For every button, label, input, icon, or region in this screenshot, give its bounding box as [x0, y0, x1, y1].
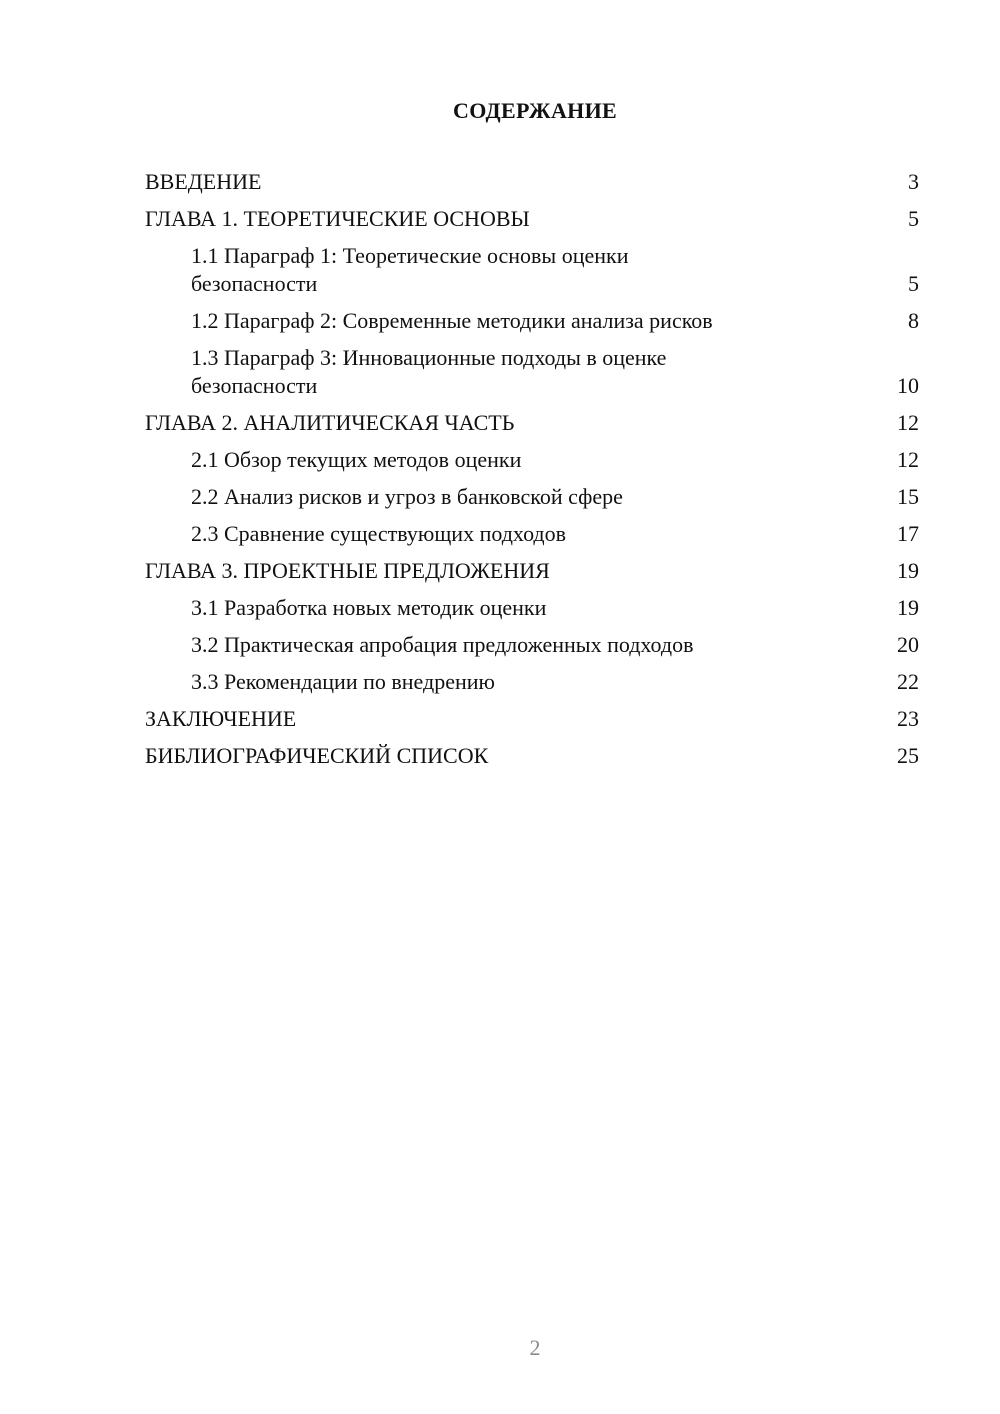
toc-entry-text: 1.2 Параграф 2: Современные методики анализа рисков	[191, 308, 713, 333]
toc-entry-text: 3.1 Разработка новых методик оценки	[191, 595, 547, 620]
toc-entry-page: 15	[897, 484, 919, 509]
toc-entry-text: 3.2 Практическая апробация предложенных подходов	[191, 632, 694, 657]
toc-entry-section-1-2[interactable]	[145, 307, 919, 335]
toc-entry-section-2-2[interactable]	[145, 483, 919, 511]
toc-entry-page: 19	[897, 595, 919, 620]
toc-entry-page: 5	[908, 271, 919, 296]
toc-entry-page: 5	[908, 206, 919, 231]
toc-entry-page: 8	[908, 308, 919, 333]
page-number: 2	[529, 1335, 541, 1360]
toc-entry-page: 23	[897, 706, 919, 731]
toc-entry-page: 19	[897, 558, 919, 583]
table-of-contents	[145, 168, 919, 779]
toc-entry-bibliography[interactable]	[145, 742, 919, 770]
toc-entry-chapter-3[interactable]	[145, 557, 919, 585]
toc-entry-section-3-1[interactable]	[145, 594, 919, 622]
toc-entry-page: 17	[897, 521, 919, 546]
toc-entry-page: 10	[897, 373, 919, 398]
toc-entry-page: 22	[897, 669, 919, 694]
toc-entry-section-1-1[interactable]	[145, 242, 919, 298]
toc-entry-chapter-1[interactable]	[145, 205, 919, 233]
toc-entry-page: 20	[897, 632, 919, 657]
toc-entry-section-2-3[interactable]	[145, 520, 919, 548]
toc-entry-text: 2.2 Анализ рисков и угроз в банковской сфере	[191, 484, 623, 509]
toc-entry-page: 3	[908, 169, 919, 194]
toc-entry-section-3-2[interactable]	[145, 631, 919, 659]
toc-entry-page: 12	[897, 410, 919, 435]
toc-entry-text: 2.1 Обзор текущих методов оценки	[191, 447, 522, 472]
page-title: СОДЕРЖАНИЕ	[453, 98, 617, 123]
toc-entry-introduction[interactable]	[145, 168, 919, 196]
toc-entry-text: 3.3 Рекомендации по внедрению	[191, 669, 495, 694]
toc-entry-chapter-2[interactable]	[145, 409, 919, 437]
toc-entry-text: 2.3 Сравнение существующих подходов	[191, 521, 567, 546]
toc-entry-text: ВВЕДЕНИЕ	[145, 169, 262, 194]
toc-entry-text: БИБЛИОГРАФИЧЕСКИЙ СПИСОК	[145, 743, 489, 768]
toc-entry-text: ЗАКЛЮЧЕНИЕ	[145, 706, 297, 731]
toc-entry-text: 1.1 Параграф 1: Теоретические основы оценки безопасности	[191, 243, 629, 296]
toc-entry-page: 12	[897, 447, 919, 472]
toc-entry-section-2-1[interactable]	[145, 446, 919, 474]
toc-entry-text: ГЛАВА 2. АНАЛИТИЧЕСКАЯ ЧАСТЬ	[145, 410, 515, 435]
toc-entry-section-1-3[interactable]	[145, 344, 919, 400]
toc-entry-conclusion[interactable]	[145, 705, 919, 733]
toc-entry-page: 25	[897, 743, 919, 768]
toc-entry-text: ГЛАВА 1. ТЕОРЕТИЧЕСКИЕ ОСНОВЫ	[145, 206, 530, 231]
toc-entry-section-3-3[interactable]	[145, 668, 919, 696]
toc-entry-text: 1.3 Параграф 3: Инновационные подходы в оценке безопасности	[191, 345, 667, 398]
toc-entry-text: ГЛАВА 3. ПРОЕКТНЫЕ ПРЕДЛОЖЕНИЯ	[145, 558, 550, 583]
